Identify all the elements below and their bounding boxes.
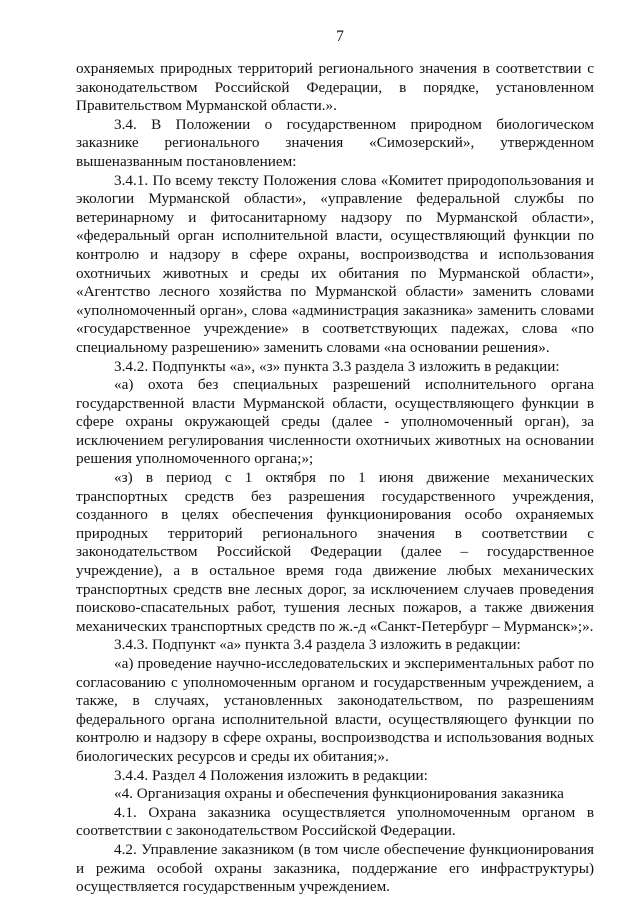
paragraph-4-1: 4.1. Охрана заказника осуществляется уполномоченным органом в соответствии с законодательством Российской Федерации. — [76, 803, 594, 840]
paragraph-subitem-a: «а) охота без специальных разрешений исполнительного органа государственной власти Мурманской области, осуществляющего функции в сфере охраны окружающей среды (далее - уполномоченный орган), за исключением регулирования численности охотничьих животных на основании решения уполномоченного органа;»; — [76, 376, 594, 468]
paragraph-4-2: 4.2. Управление заказником (в том числе обеспечение функционирования и режима особой охраны заказника, поддержание его инфраструктуры) осуществляется государственным учреждением. — [76, 840, 594, 896]
section-4-heading: «4. Организация охраны и обеспечения функционирования заказника — [114, 785, 564, 803]
paragraph-3-4-2: 3.4.2. Подпункты «а», «з» пункта 3.3 раздела 3 изложить в редакции: — [114, 357, 560, 375]
paragraph-subitem-z: «з) в период с 1 октября по 1 июня движение механических транспортных средств без разрешения государственного учреждения, созданного в целях обеспечения функционирования особо охраняемых природных территорий регионального значения в соответствии с законодательством Российской Федерации (далее – государственное учреждение), а в остальное время года движение любых механических транспортных средств вне лесных дорог, за исключением случаев проведения поисково-спасательных работ, тушения лесных пожаров, а также движения механических транспортных средств по ж.-д «Санкт-Петербург – Мурманск»;». — [76, 469, 594, 635]
paragraph-3-4-4: 3.4.4. Раздел 4 Положения изложить в редакции: — [114, 766, 428, 784]
page-number: 7 — [336, 28, 344, 45]
paragraph-subitem-a-research: «а) проведение научно-исследовательских и экспериментальных работ по согласованию с уполномоченным органом и государственным учреждением, а также, в случаях, установленных законодательством, по разрешениям федерального органа исполнительной власти, осуществляющего функции по контролю и надзору в сфере охраны, воспроизводства и использования водных биологических ресурсов и среды их обитания;». — [76, 655, 594, 765]
document-body — [76, 60, 594, 897]
paragraph-3-4-3: 3.4.3. Подпункт «а» пункта 3.4 раздела 3 изложить в редакции: — [114, 636, 521, 654]
paragraph-3-4: 3.4. В Положении о государственном природном биологическом заказнике регионального значения «Симозерский», утвержденном вышеназванным постановлением: — [76, 115, 594, 170]
paragraph-continuation: охраняемых природных территорий регионального значения в соответствии с законодательством Российской Федерации, в порядке, установленном Правительством Мурманской области.». — [76, 60, 594, 115]
paragraph-3-4-1: 3.4.1. По всему тексту Положения слова «Комитет природопользования и экологии Мурманской области», «управление федеральной службы по ветеринарному и фитосанитарному надзору по Мурманской области», «федеральный орган исполнительной власти, осуществляющий функции по контролю и надзору в сфере охраны, воспроизводства и использования охотничьих животных и среды их обитания по Мурманской области», «Агентство лесного хозяйства по Мурманской области» заменить словами «уполномоченный орган», слова «администрация заказника» заменить словами «государственное учреждение» в соответствующих падежах, слова «по специальному разрешению» заменить словами «на основании решения». — [76, 171, 594, 356]
